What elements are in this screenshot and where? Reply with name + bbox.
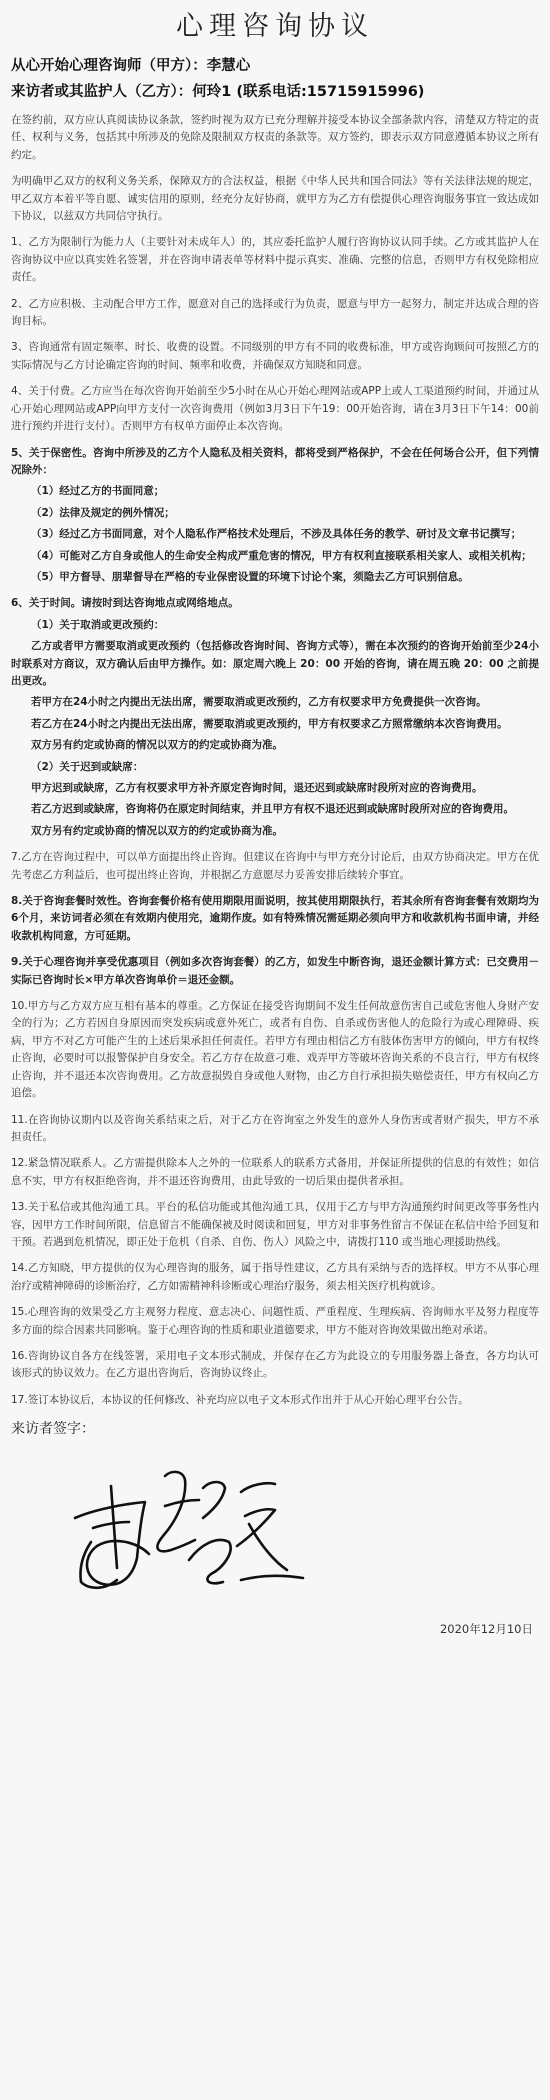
- clause-5-item-4: （4）可能对乙方自身或他人的生命安全构成严重危害的情况，甲方有权利直接联系相关家人、或相关机构；: [31, 549, 532, 562]
- handwritten-signature: [53, 1458, 313, 1608]
- clause-5: 5、关于保密性。咨询中所涉及的乙方个人隐私及相关资料，都将受到严格保护，不会在任何场合公开，但下列情况除外：: [11, 446, 539, 476]
- clause-13: 13.关于私信或其他沟通工具。平台的私信功能或其他沟通工具，仅用于乙方与甲方沟通预约时间更改等事务性内容，因甲方工作时间所限，信息留言不能确保被及时阅读和回复，甲方对非事务性留言不保证在私信中给予回复和干预。若遇到危机情况，即正处于危机（自杀、自伤、伤人）风险之中，请拨打110 或当地心理援助热线。: [11, 1201, 539, 1248]
- clause-3: 3、咨询通常有固定频率、时长、收费的设置。不同级别的甲方有不同的收费标准，甲方或咨询顾问可按照乙方的实际情况与乙方讨论确定咨询的时间、频率和收费，并确保双方知晓和同意。: [11, 341, 539, 371]
- clause-5-item-2: （2）法律及规定的例外情况；: [31, 506, 175, 519]
- intro-paragraph-1: 在签约前，双方应认真阅读协议条款，签约时视为双方已充分理解并接受本协议全部条款内容，清楚双方特定的责任、权利与义务，包括其中所涉及的免除及限制双方权责的条款等。双方签约，即表示双方同意遵循本协议之所有约定。: [11, 114, 539, 161]
- clause-6-sub-1-text-c: 若乙方在24小时之内提出无法出席，需要取消或更改预约，甲方有权要求乙方照常缴纳本次咨询费用。: [31, 717, 508, 730]
- clause-6-sub-1-text-a: 乙方或者甲方需要取消或更改预约（包括修改咨询时间、咨询方式等），需在本次预约的咨询开始前至少24小时联系对方商议，双方确认后由甲方操作。如：原定周六晚上 20：00 开始的咨询，请在周五晚 20：00 之前提出更改。: [11, 640, 539, 687]
- signature-date: 2020年12月10日: [439, 1622, 533, 1637]
- page-title: 心理咨询协议: [176, 11, 374, 42]
- clause-6-sub-2-text-b: 若乙方迟到或缺席，咨询将仍在原定时间结束，并且甲方有权不退还迟到或缺席时段所对应的咨询费用。: [31, 803, 514, 816]
- clause-6-sub-1: （1）关于取消或更改预约：: [31, 618, 165, 631]
- clause-8: 8.关于咨询套餐时效性。咨询套餐价格有使用期限用面说明，按其使用期限执行，若其余所有咨询套餐有效期均为6个月，来访词者必须在有效期内使用完，逾期作废。如有特殊情况需延期必须向甲方和收款机构书面申请，并经收款机构同意，方可延期。: [11, 895, 539, 942]
- clause-6-sub-2-text-c: 双方另有约定或协商的情况以双方的约定或协商为准。: [31, 824, 283, 837]
- intro-paragraph-2: 为明确甲乙双方的权利义务关系，保障双方的合法权益，根据《中华人民共和国合同法》等有关法律法规的规定，甲乙双方本着平等自愿、诚实信用的原则，经充分友好协商，就甲方为乙方有偿提供心理咨询服务事宜一致达成如下协议，以兹双方共同信守执行。: [11, 175, 539, 223]
- clause-17: 17.签订本协议后，本协议的任何修改、补充均应以电子文本形式作出并于从心开始心理平台公告。: [11, 1393, 469, 1406]
- clause-9: 9.关于心理咨询并享受优惠项目（例如多次咨询套餐）的乙方，如发生中断咨询，退还金额计算方式：已交费用－实际已咨询时长×甲方单次咨询单价＝退还金额。: [11, 956, 539, 986]
- clause-14: 14.乙方知晓，甲方提供的仅为心理咨询的服务，属于指导性建议，乙方具有采纳与否的选择权。甲方不从事心理治疗或精神障碍的诊断治疗，乙方如需精神科诊断或心理治疗服务，须去相关医疗机构就诊。: [11, 1262, 539, 1292]
- clause-5-item-1: （1）经过乙方的书面同意；: [31, 485, 165, 498]
- clause-6-sub-2: （2）关于迟到或缺席：: [31, 760, 144, 773]
- clause-1: 1、乙方为限制行为能力人（主要针对未成年人）的，其应委托监护人履行咨询协议认同手续。乙方或其监护人在咨询协议中应以真实姓名签署，并在咨询申请表单等材料中提示真实、准确、完整的信息，否则甲方有权免除相应责任。: [11, 236, 539, 284]
- clause-15: 15.心理咨询的效果受乙方主观努力程度、意志决心、问题性质、严重程度、生理疾病、咨询师水平及努力程度等多方面的综合因素共同影响。鉴于心理咨询的性质和职业道德要求，甲方不能对咨询效果做出绝对承诺。: [11, 1306, 539, 1336]
- clause-10: 10.甲方与乙方双方应互相有基本的尊重。乙方保证在接受咨询期间不发生任何故意伤害自己或危害他人身财产安全的行为；乙方若因自身原因而突发疾病或意外死亡，或者有自伤、自杀或伤害他人的危险行为或心理障碍、疾病，甲方不对乙方可能产生的上述后果承担任何责任。若甲方有理由相信乙方有肢体伤害甲方的倾向，甲方有权终止咨询，必要时可以报警保护自身安全。若乙方存在故意刁难、戏弄甲方等破坏咨询关系的不良言行，甲方有权终止咨询，并不退还本次咨询费用。乙方故意损毁自身或他人财物，由乙方自行承担损失赔偿责任，甲方有权向乙方追偿。: [11, 1000, 539, 1100]
- party-b-line: 来访者或其监护人（乙方）：何玲1 (联系电话:15715915996): [11, 84, 425, 100]
- clause-6-sub-1-text-d: 双方另有约定或协商的情况以双方的约定或协商为准。: [31, 739, 283, 752]
- clause-5-item-5: （5）甲方督导、朋辈督导在严格的专业保密设置的环境下讨论个案，须隐去乙方可识别信息。: [31, 570, 469, 583]
- clause-6-sub-2-text-a: 甲方迟到或缺席，乙方有权要求甲方补齐原定咨询时间，退还迟到或缺席时段所对应的咨询费用。: [31, 782, 483, 794]
- signature-area: [11, 1438, 539, 1613]
- clause-6: 6、关于时间。请按时到达咨询地点或网络地点。: [11, 597, 239, 610]
- clause-16: 16.咨询协议自各方在线签署，采用电子文本形式制成，并保存在乙方为此设立的专用服务器上备查，各方均认可该形式的协议效力。在乙方退出咨询后，咨询协议终止。: [11, 1349, 539, 1380]
- clause-5-item-3: （3）经过乙方书面同意，对个人隐私作严格技术处理后，不涉及具体任务的教学、研讨及文章书记撰写；: [31, 528, 522, 541]
- party-a-line: 从心开始心理咨询师（甲方）：李慧心: [11, 58, 251, 74]
- clause-4: 4、关于付费。乙方应当在每次咨询开始前至少5小时在从心开始心理网站或APP上或人工渠道预约时间，并通过从心开始心理网站或APP向甲方支付一次咨询费用（例如3月3日下午19：00开始咨询，请在3月3日下午14：00前进行预约并进行支付）。否则甲方有权单方面停止本次咨询。: [11, 385, 539, 433]
- clause-12: 12.紧急情况联系人。乙方需提供除本人之外的一位联系人的联系方式备用，并保证所提供的信息的有效性；如信息不实，甲方有权拒绝咨询，并不退还咨询费用，由此导致的一切后果由提供者承担。: [11, 1157, 539, 1187]
- clause-6-sub-1-text-b: 若甲方在24小时之内提出无法出席，需要取消或更改预约，乙方有权要求甲方免费提供一次咨询。: [31, 696, 487, 709]
- clause-2: 2、乙方应积极、主动配合甲方工作，愿意对自己的选择或行为负责，愿意与甲方一起努力，制定并达成合理的咨询目标。: [11, 297, 539, 328]
- signature-label: 来访者签字：: [11, 1421, 95, 1438]
- clause-11: 11.在咨询协议期内以及咨询关系结束之后，对于乙方在咨询室之外发生的意外人身伤害或者财产损失，甲方不承担责任。: [11, 1113, 539, 1143]
- clause-7: 7.乙方在咨询过程中，可以单方面提出终止咨询。但建议在咨询中与甲方充分讨论后，由双方协商决定。甲方在优先考虑乙方利益后，也可提出终止咨询，并根据乙方意愿尽力妥善安排后续转介事宜。: [11, 851, 539, 881]
